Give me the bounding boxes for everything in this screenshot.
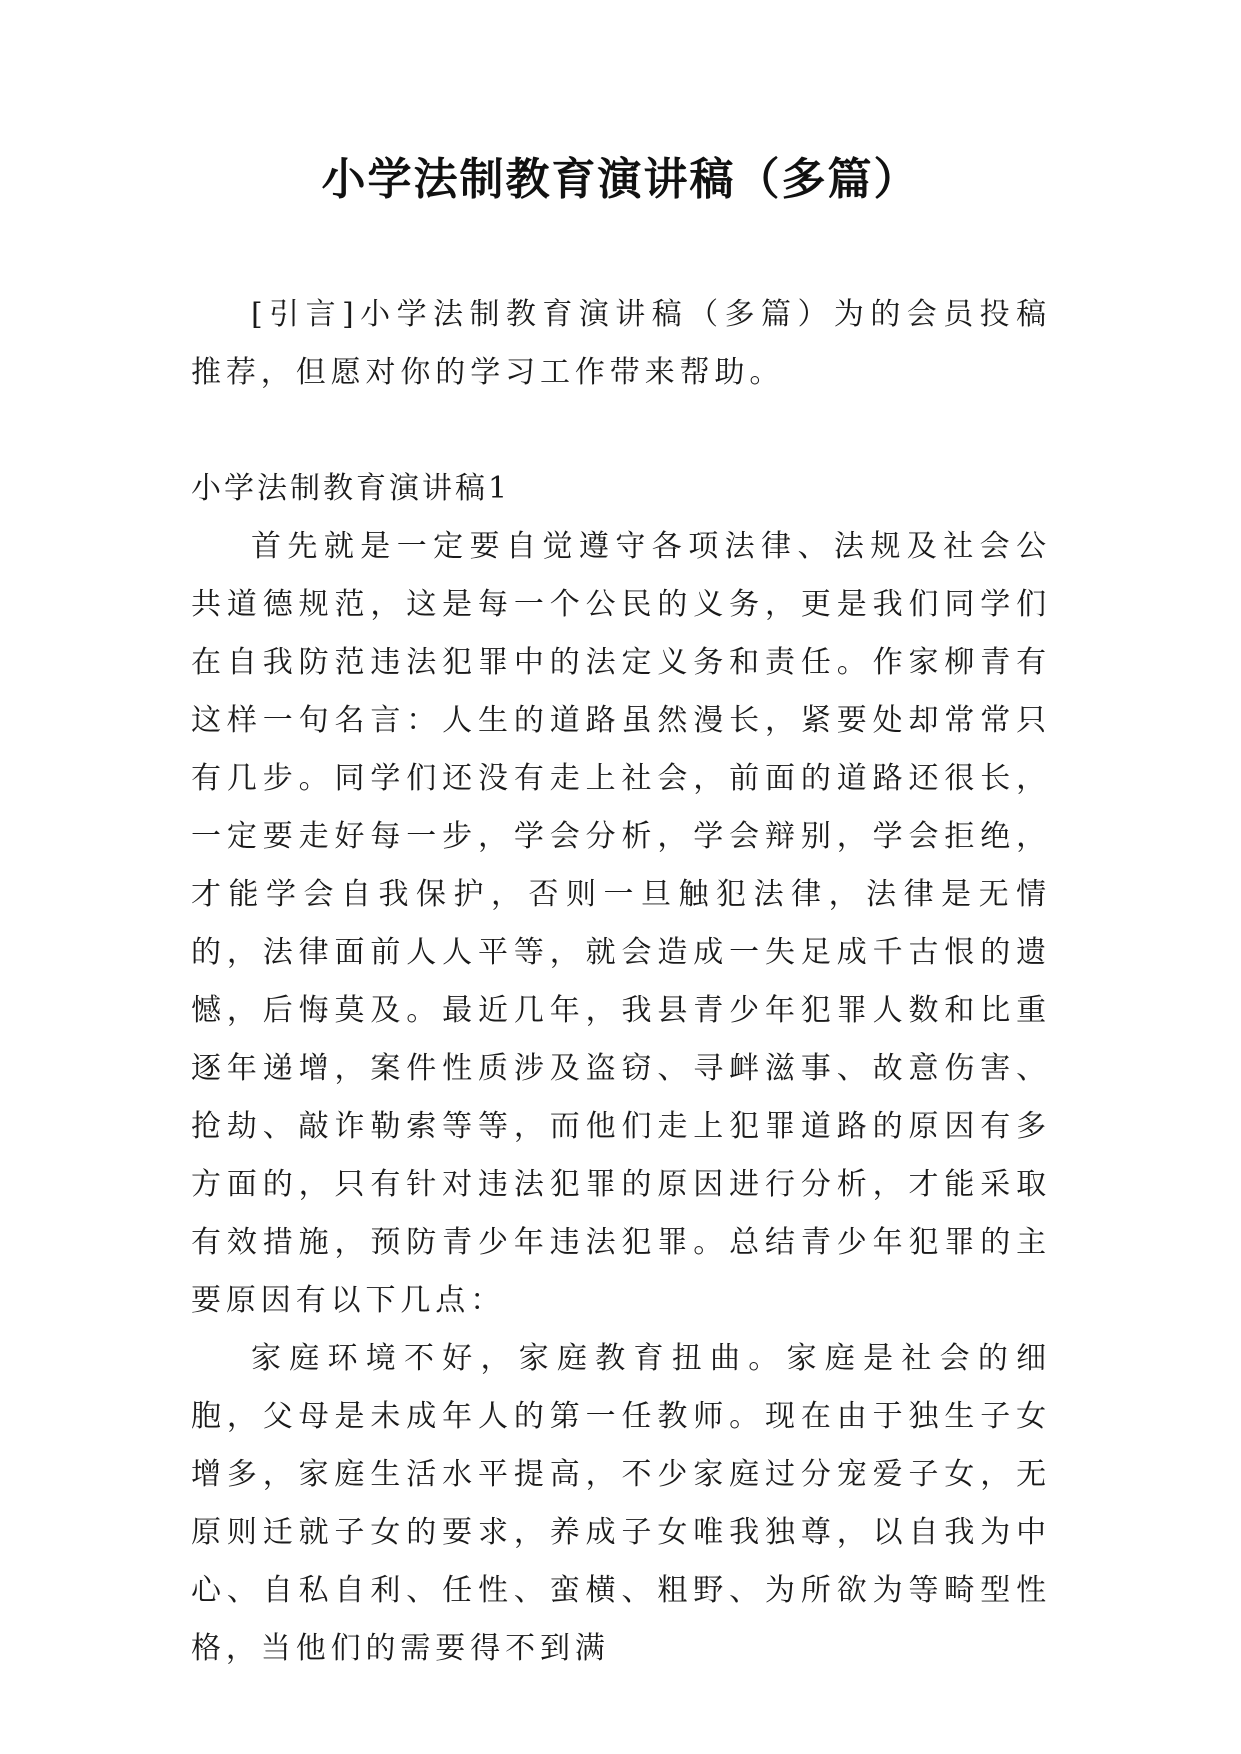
section-heading: 小学法制教育演讲稿1 (191, 471, 511, 506)
document-title: 小学法制教育演讲稿（多篇） (321, 154, 920, 205)
document-body (191, 286, 1051, 1678)
intro-paragraph: [引言]小学法制教育演讲稿（多篇）为的会员投稿推荐，但愿对你的学习工作带来帮助。 (191, 297, 1051, 390)
body-paragraph: 首先就是一定要自觉遵守各项法律、法规及社会公共道德规范，这是每一个公民的义务，更是我们同学们在自我防范违法犯罪中的法定义务和责任。作家柳青有这样一句名言：人生的道路虽然漫长，紧要处却常常只有几步。同学们还没有走上社会，前面的道路还很长，一定要走好每一步，学会分析，学会辩别，学会拒绝，才能学会自我保护，否则一旦触犯法律，法律是无情的，法律面前人人平等，就会造成一失足成千古恨的遗憾，后悔莫及。最近几年，我县青少年犯罪人数和比重逐年递增，案件性质涉及盗窃、寻衅滋事、故意伤害、抢劫、敲诈勒索等等，而他们走上犯罪道路的原因有多方面的，只有针对违法犯罪的原因进行分析，才能采取有效措施，预防青少年违法犯罪。总结青少年犯罪的主要原因有以下几点： (191, 529, 1051, 1318)
body-paragraph: 家庭环境不好，家庭教育扭曲。家庭是社会的细胞，父母是未成年人的第一任教师。现在由于独生子女增多，家庭生活水平提高，不少家庭过分宠爱子女，无原则迁就子女的要求，养成子女唯我独尊，以自我为中心、自私自利、任性、蛮横、粗野、为所欲为等畸型性格，当他们的需要得不到满 (191, 1341, 1051, 1666)
spacer (191, 402, 1051, 460)
